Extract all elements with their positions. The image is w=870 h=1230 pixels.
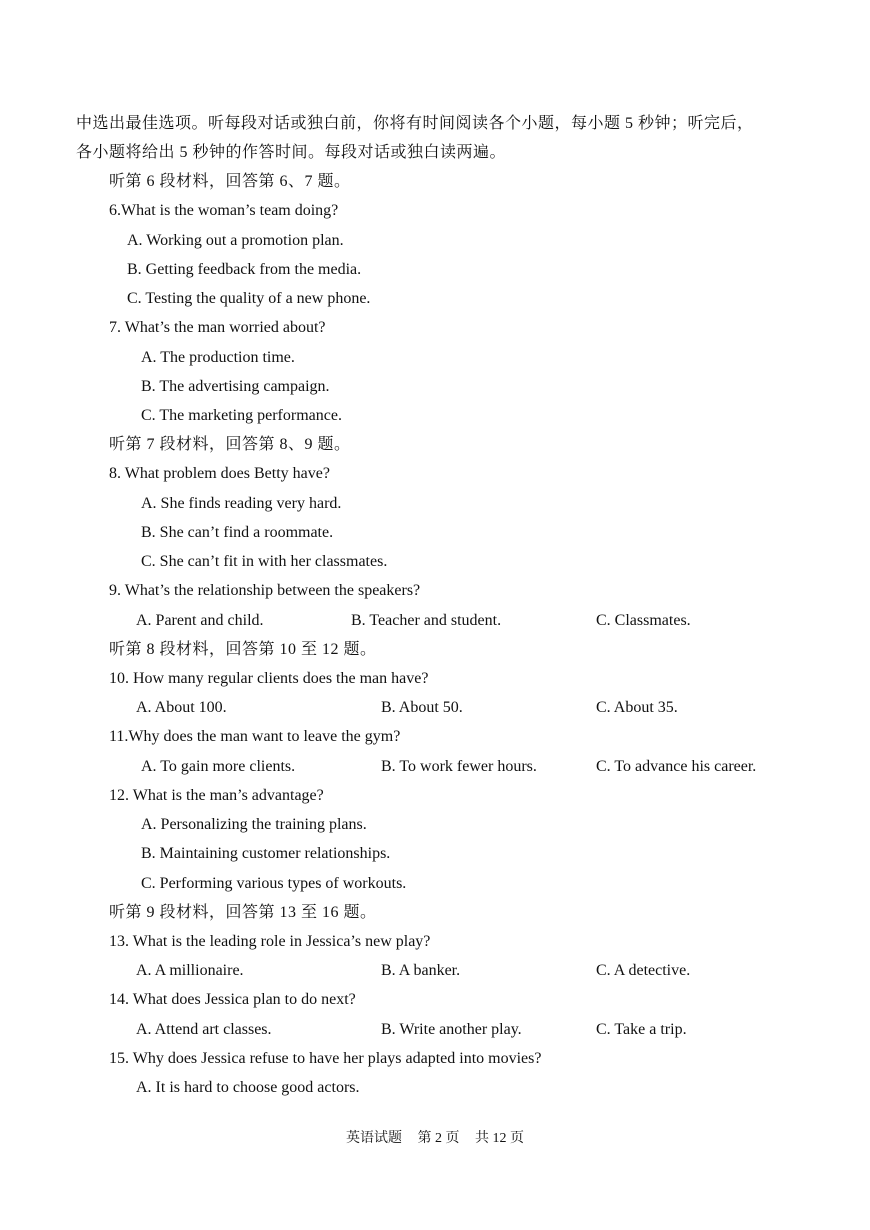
question-6-option-c: C. Testing the quality of a new phone. [127,290,371,307]
section-heading-6: 听第 6 段材料，回答第 6、7 题。 [109,173,351,190]
question-9-option-b: B. Teacher and student. [351,612,502,629]
question-10-option-c: C. About 35. [596,699,678,716]
question-8-stem: 8. What problem does Betty have? [109,465,330,482]
section-heading-7: 听第 7 段材料，回答第 8、9 题。 [109,436,351,453]
question-13-option-c: C. A detective. [596,962,691,979]
page-footer [0,1127,870,1147]
question-12-option-b: B. Maintaining customer relationships. [141,845,391,862]
question-11-option-b: B. To work fewer hours. [381,758,537,775]
question-12-stem: 12. What is the man’s advantage? [109,787,324,804]
question-8-option-a: A. She finds reading very hard. [141,495,342,512]
question-14-stem: 14. What does Jessica plan to do next? [109,991,356,1008]
question-14-option-c: C. Take a trip. [596,1021,687,1038]
question-10-stem: 10. How many regular clients does the man have? [109,670,429,687]
section-heading-9: 听第 9 段材料，回答第 13 至 16 题。 [109,904,377,921]
question-6-stem: 6.What is the woman’s team doing? [109,202,339,219]
question-15-option-a: A. It is hard to choose good actors. [136,1079,360,1096]
footer-total-pages: 共 12 页 [475,1131,524,1146]
footer-subject: 英语试题 [346,1131,402,1146]
question-14-option-a: A. Attend art classes. [136,1021,272,1038]
question-7-option-b: B. The advertising campaign. [141,378,330,395]
footer-page-number: 第 2 页 [417,1131,460,1146]
question-15-stem: 15. Why does Jessica refuse to have her plays adapted into movies? [109,1050,542,1067]
question-10-option-b: B. About 50. [381,699,463,716]
question-9-option-a: A. Parent and child. [136,612,264,629]
question-9-stem: 9. What’s the relationship between the speakers? [109,582,421,599]
intro-line-2: 各小题将给出 5 秒钟的作答时间。每段对话或独白读两遍。 [76,144,507,161]
question-11-option-c: C. To advance his career. [596,758,757,775]
question-9-option-c: C. Classmates. [596,612,691,629]
question-14-option-b: B. Write another play. [381,1021,522,1038]
question-11-stem: 11.Why does the man want to leave the gym? [109,728,401,745]
intro-line-1: 中选出最佳选项。听每段对话或独白前，你将有时间阅读各个小题，每小题 5 秒钟；听完后， [76,115,754,132]
question-13-stem: 13. What is the leading role in Jessica’s new play? [109,933,431,950]
question-6-option-b: B. Getting feedback from the media. [127,261,362,278]
section-heading-8: 听第 8 段材料，回答第 10 至 12 题。 [109,641,377,658]
question-13-option-b: B. A banker. [381,962,461,979]
question-12-option-c: C. Performing various types of workouts. [141,875,407,892]
question-7-option-a: A. The production time. [141,349,295,366]
question-7-option-c: C. The marketing performance. [141,407,342,424]
question-8-option-b: B. She can’t find a roommate. [141,524,334,541]
question-12-option-a: A. Personalizing the training plans. [141,816,367,833]
question-10-option-a: A. About 100. [136,699,227,716]
question-7-stem: 7. What’s the man worried about? [109,319,326,336]
question-13-option-a: A. A millionaire. [136,962,244,979]
question-6-option-a: A. Working out a promotion plan. [127,232,344,249]
question-11-option-a: A. To gain more clients. [141,758,296,775]
question-8-option-c: C. She can’t fit in with her classmates. [141,553,388,570]
